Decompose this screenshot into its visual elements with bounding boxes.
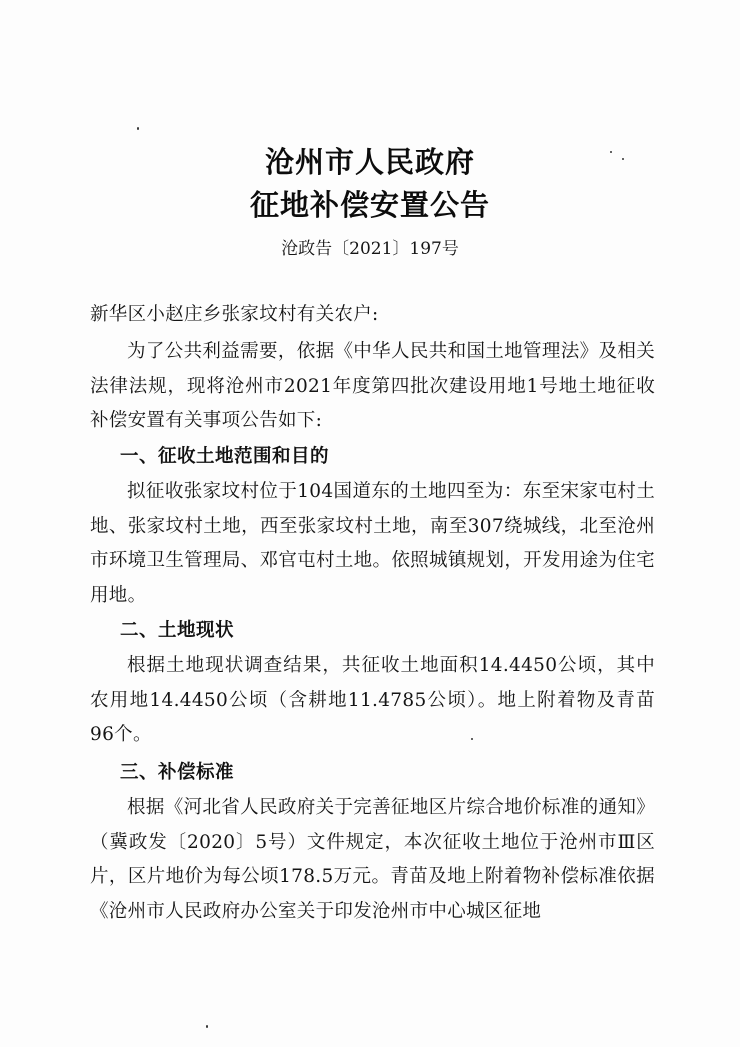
salutation: 新华区小赵庄乡张家坟村有关农户: [90, 304, 379, 325]
document-title-line2: 征地补偿安置公告 [249, 188, 490, 222]
document-number: 沧政告〔2021〕197号 [281, 239, 459, 259]
section-heading-scope: 一、征收土地范围和目的 [120, 446, 330, 467]
section-paragraph-scope: 拟征收张家坟村位于104国道东的土地四至为：东至宋家屯村土地、张家坟村土地，西至张家坟村土地，南至307绕城线，北至沧州市环境卫生管理局、邓官屯村土地。依照城镇规划，开发用途为住宅用地。 [90, 481, 655, 606]
scan-speck [206, 1025, 208, 1028]
intro-paragraph: 为了公共利益需要，依据《中华人民共和国土地管理法》及相关法律法规，现将沧州市2021年度第四批次建设用地1号地土地征收补偿安置有关事项公告如下: [90, 341, 655, 431]
document-title-line1: 沧州市人民政府 [264, 145, 475, 179]
section-heading-status: 二、土地现状 [120, 620, 235, 641]
section-paragraph-status: 根据土地现状调查结果，共征收土地面积14.4450公顷，其中农用地14.4450公顷（含耕地11.4785公顷）。地上附着物及青苗96个。 [90, 655, 655, 745]
scan-speck [137, 127, 139, 130]
section-paragraph-standard: 根据《河北省人民政府关于完善征地区片综合地价标准的通知》（冀政发〔2020〕5号）文件规定，本次征收土地位于沧州市Ⅲ区片，区片地价为每公顷178.5万元。青苗及地上附着物补偿标准依据《沧州市人民政府办公室关于印发沧州市中心城区征地 [90, 797, 655, 922]
section-heading-standard: 三、补偿标准 [120, 762, 235, 783]
